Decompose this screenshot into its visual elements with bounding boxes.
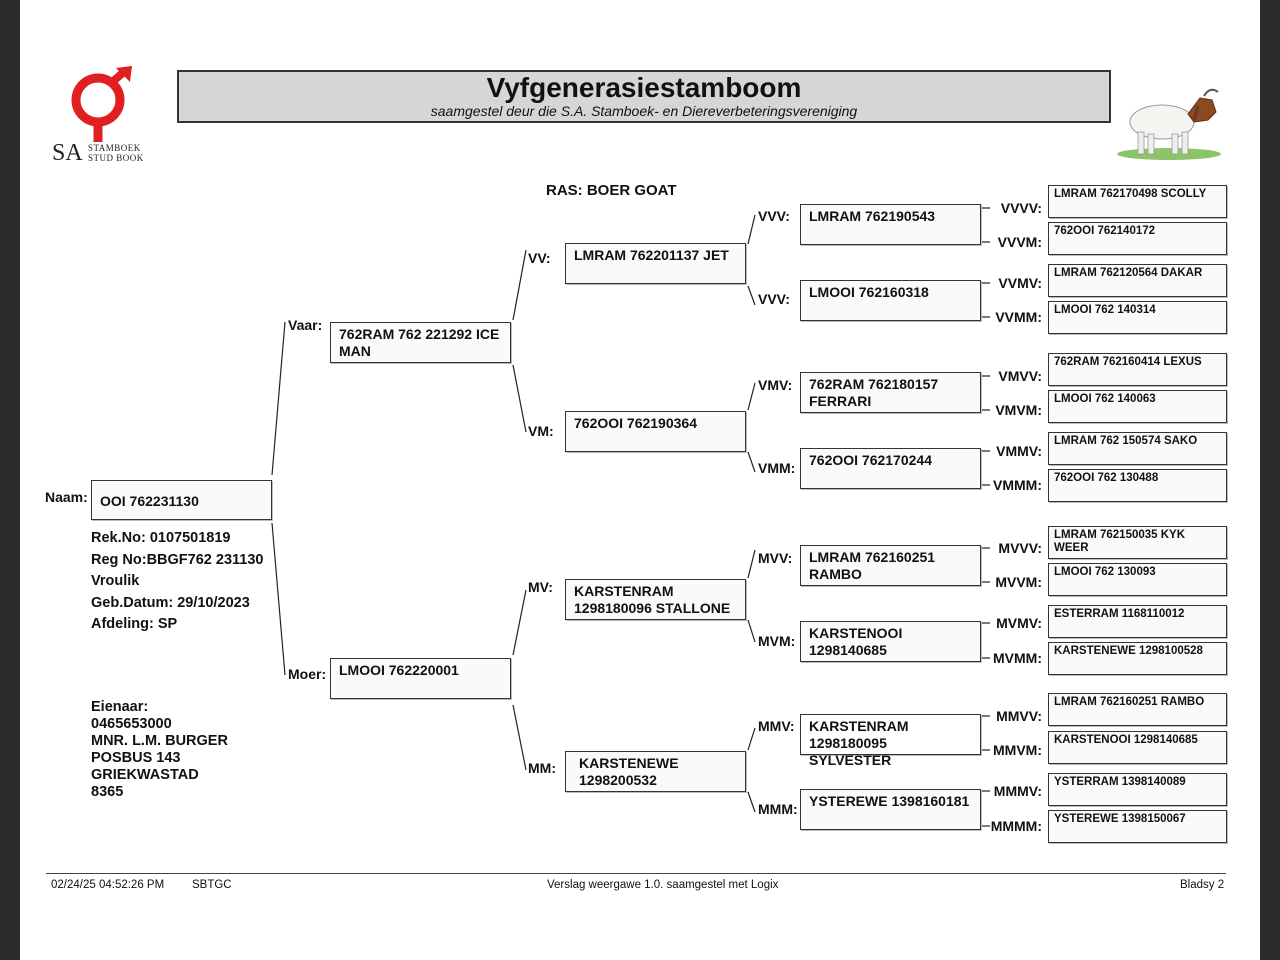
gen3-label-vmm: VMM: — [758, 460, 796, 476]
gen4-label-7: VMMV: — [996, 443, 1042, 459]
gen3-box-vvm: LMOOI 762160318 — [800, 280, 981, 321]
gen4-label-6: VMVM: — [995, 402, 1042, 418]
gen3-label-mmv: MMV: — [758, 718, 795, 734]
page-subtitle: saamgestel deur die S.A. Stamboek- en Diereverbeteringsvereniging — [430, 103, 858, 119]
footer-divider — [46, 873, 1226, 874]
gen4-label-11: MVMV: — [996, 615, 1042, 631]
gen2-box-mv: KARSTENRAM 1298180096 STALLONE — [565, 579, 746, 620]
gen2-box-vv: LMRAM 762201137 JET — [565, 243, 746, 284]
gen4-label-13: MMVV: — [996, 708, 1042, 724]
gen3-label-vvm: VVV: — [758, 291, 790, 307]
owner-label: Eienaar: — [91, 699, 149, 715]
dam-box: LMOOI 762220001 — [330, 658, 511, 699]
owner-phone: 0465653000 — [91, 716, 172, 732]
gen4-label-9: MVVV: — [998, 540, 1042, 556]
owner-name: MNR. L.M. BURGER — [91, 733, 228, 749]
naam-label: Naam: — [45, 489, 88, 505]
gen4-box-10: LMOOI 762 130093 — [1048, 563, 1227, 596]
gen4-box-2: 762OOI 762140172 — [1048, 222, 1227, 255]
gen4-box-4: LMOOI 762 140314 — [1048, 301, 1227, 334]
reg-no: Reg No:BBGF762 231130 — [91, 551, 264, 568]
gen2-label-vm: VM: — [528, 423, 554, 439]
gen3-box-vmm: 762OOI 762170244 — [800, 448, 981, 489]
gen4-box-16: YSTEREWE 1398150067 — [1048, 810, 1227, 843]
gen4-box-8: 762OOI 762 130488 — [1048, 469, 1227, 502]
gen3-label-vmv: VMV: — [758, 377, 793, 393]
gen3-box-vvv: LMRAM 762190543 — [800, 204, 981, 245]
footer-page: Bladsy 2 — [1180, 879, 1225, 891]
animal-name-box: OOI 762231130 — [91, 480, 272, 520]
logo-line-1: STAMBOEK — [88, 143, 141, 153]
gen4-box-15: YSTERRAM 1398140089 — [1048, 773, 1227, 806]
gen2-label-mv: MV: — [528, 579, 553, 595]
gen4-label-10: MVVM: — [995, 574, 1042, 590]
logo-sa-text: SA — [52, 140, 83, 166]
gen4-box-14: KARSTENOOI 1298140685 — [1048, 731, 1227, 764]
gen4-box-6: LMOOI 762 140063 — [1048, 390, 1227, 423]
gen3-label-mmm: MMM: — [758, 801, 798, 817]
footer-datetime: 02/24/25 04:52:26 PM — [51, 879, 165, 891]
gen4-box-13: LMRAM 762160251 RAMBO — [1048, 693, 1227, 726]
gen4-box-7: LMRAM 762 150574 SAKO — [1048, 432, 1227, 465]
gen3-box-mmv: KARSTENRAM 1298180095 SYLVESTER — [800, 714, 981, 755]
gen3-box-mvv: LMRAM 762160251 RAMBO — [800, 545, 981, 586]
gen3-label-vvv: VVV: — [758, 208, 790, 224]
gen4-label-15: MMMV: — [993, 783, 1042, 799]
gen4-label-14: MMVM: — [993, 742, 1042, 758]
breed-label: RAS: BOER GOAT — [546, 182, 677, 199]
gen4-label-12: MVMM: — [993, 650, 1042, 666]
gen3-label-mvv: MVV: — [758, 550, 793, 566]
gen3-box-mvm: KARSTENOOI 1298140685 — [800, 621, 981, 662]
division: Afdeling: SP — [91, 616, 178, 632]
gen4-label-3: VVMV: — [998, 275, 1042, 291]
gen3-box-mmm: YSTEREWE 1398160181 — [800, 789, 981, 830]
owner-address: POSBUS 143 — [91, 750, 181, 766]
gen2-box-vm: 762OOI 762190364 — [565, 411, 746, 452]
gen4-box-9: LMRAM 762150035 KYK WEER — [1048, 526, 1227, 559]
gen4-label-4: VVMM: — [995, 309, 1042, 325]
gen4-box-5: 762RAM 762160414 LEXUS — [1048, 353, 1227, 386]
gen4-label-5: VMVV: — [998, 368, 1042, 384]
birth-date: Geb.Datum: 29/10/2023 — [91, 594, 250, 611]
sire-label: Vaar: — [288, 317, 323, 333]
gen4-box-11: ESTERRAM 1168110012 — [1048, 605, 1227, 638]
owner-block — [91, 699, 228, 801]
gen4-box-12: KARSTENEWE 1298100528 — [1048, 642, 1227, 675]
gen4-box-3: LMRAM 762120564 DAKAR — [1048, 264, 1227, 297]
gen4-label-8: VMMM: — [993, 477, 1042, 493]
pedigree-page — [20, 0, 1260, 960]
gen2-box-mm: KARSTENEWE 1298200532 — [565, 751, 746, 792]
sire-box: 762RAM 762 221292 ICE MAN — [330, 322, 511, 363]
gen4-label-2: VVVM: — [997, 234, 1042, 250]
footer-code: SBTGC — [192, 879, 232, 891]
logo-line-2: STUD BOOK — [88, 153, 144, 163]
gen2-label-mm: MM: — [528, 760, 556, 776]
sex: Vroulik — [91, 573, 140, 589]
owner-postcode: 8365 — [91, 784, 124, 800]
footer-report: Verslag weergawe 1.0. saamgestel met Logix — [547, 879, 779, 891]
gen3-label-mvm: MVM: — [758, 633, 796, 649]
owner-town: GRIEKWASTAD — [91, 767, 199, 783]
gen4-label-1: VVVV: — [1000, 200, 1042, 216]
dam-label: Moer: — [288, 666, 327, 682]
rek-no: Rek.No: 0107501819 — [91, 530, 231, 546]
gen4-label-16: MMMM: — [990, 818, 1042, 834]
page-title: Vyfgenerasiestamboom — [486, 72, 802, 103]
gen2-label-vv: VV: — [528, 250, 551, 266]
gen3-box-vmv: 762RAM 762180157 FERRARI — [800, 372, 981, 413]
gen4-box-1: LMRAM 762170498 SCOLLY — [1048, 185, 1227, 218]
animal-details — [91, 528, 263, 636]
